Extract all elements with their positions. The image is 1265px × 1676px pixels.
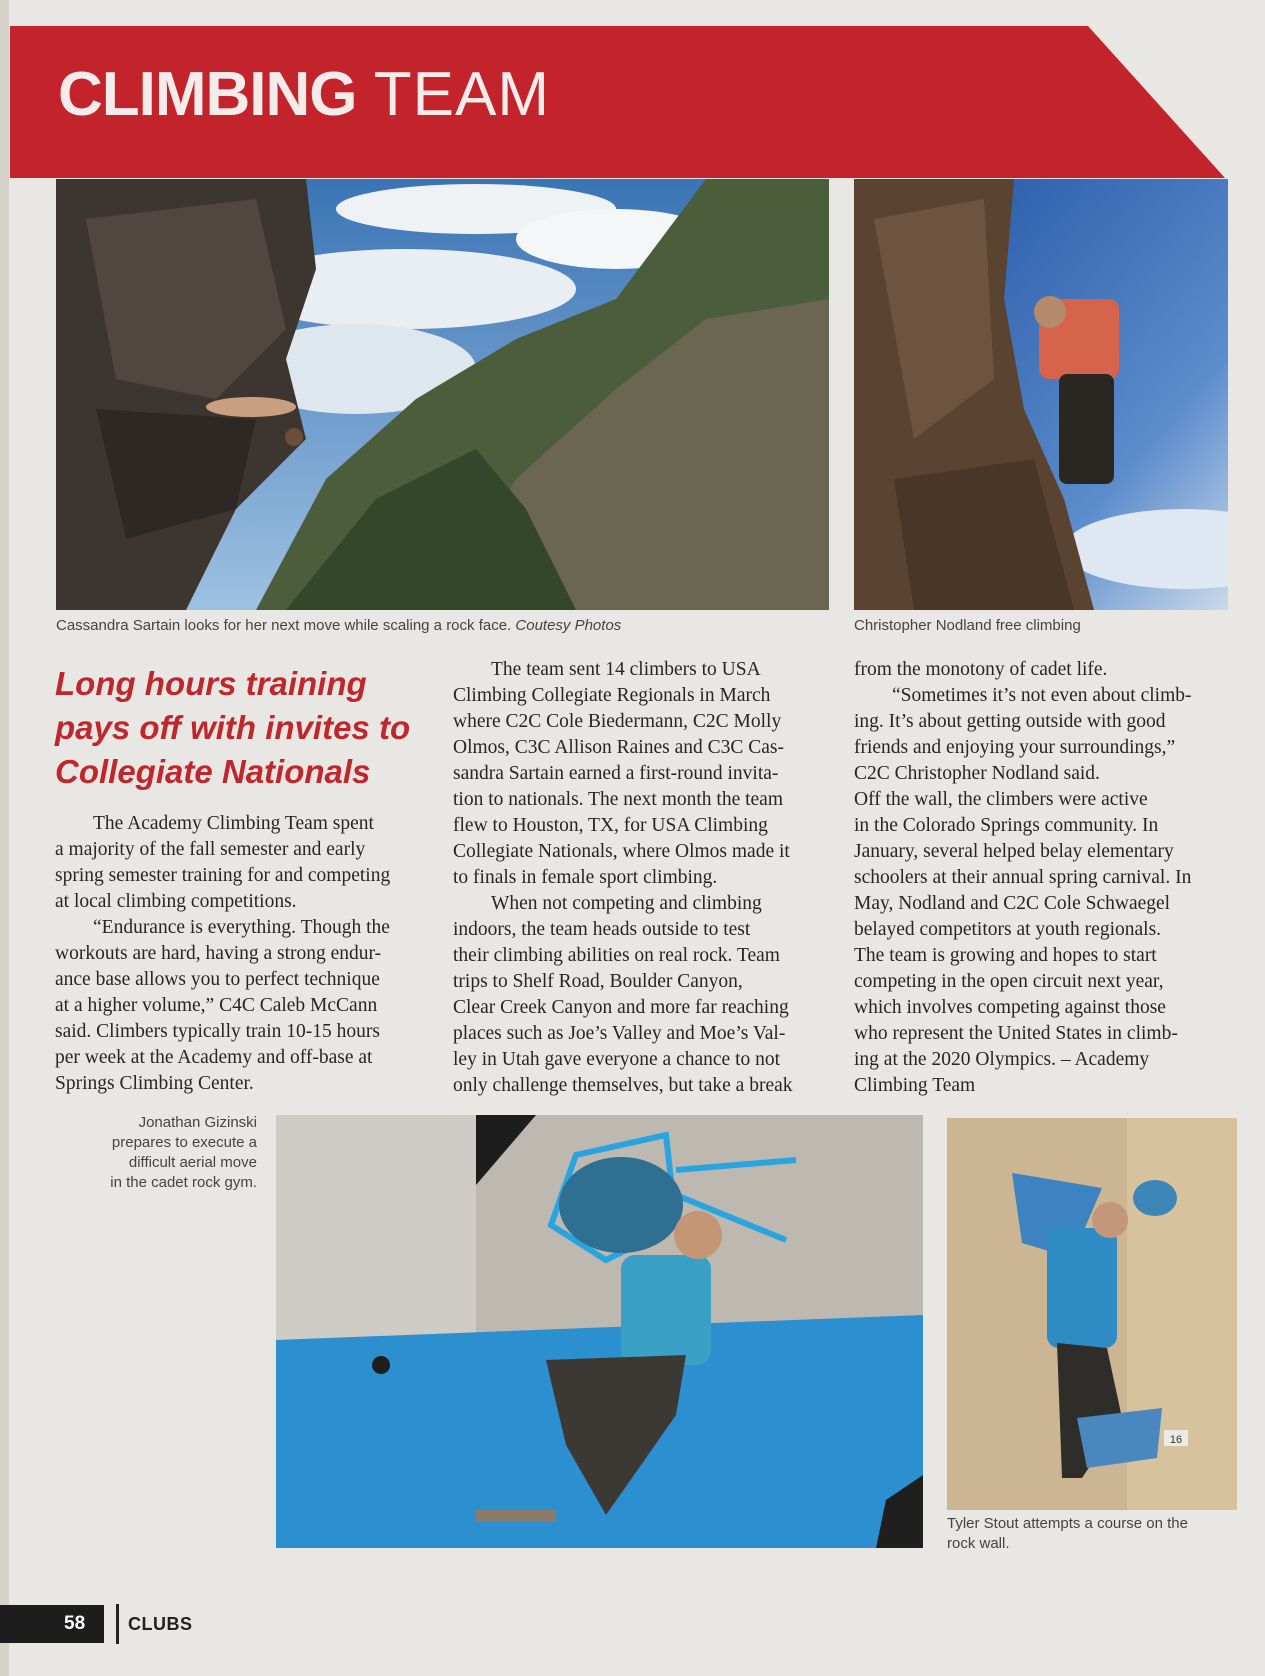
footer-divider (116, 1604, 119, 1644)
text-line: spring semester training for and competing (55, 865, 391, 886)
free-climbing-photo (854, 179, 1228, 610)
headline-line: pays off with invites to (55, 709, 411, 746)
binding-edge (0, 0, 9, 1676)
text-line: at local climbing competitions. (55, 891, 297, 912)
paragraph (453, 891, 838, 1099)
paragraph (453, 657, 838, 891)
paragraph (854, 657, 1244, 683)
text-line: tion to nationals. The next month the team (453, 789, 783, 810)
text-line: flew to Houston, TX, for USA Climbing (453, 815, 768, 836)
headline-line: Long hours training (55, 665, 367, 702)
text-line: sandra Sartain earned a first-round invita- (453, 763, 779, 784)
text-line: Clear Creek Canyon and more far reaching (453, 997, 789, 1018)
article-headline (55, 662, 415, 794)
text-line: When not competing and climbing (491, 893, 762, 914)
text-line: Off the wall, the climbers were active (854, 789, 1148, 810)
text-line: Springs Climbing Center. (55, 1073, 254, 1094)
page-number: 58 (64, 1613, 86, 1634)
paragraph (55, 915, 430, 1097)
text-line: schoolers at their annual spring carnival. In (854, 867, 1192, 888)
gym-bouldering-photo (276, 1115, 923, 1548)
caption-line: Jonathan Gizinski (138, 1114, 257, 1131)
page-title (58, 60, 550, 129)
text-line: The team sent 14 climbers to USA (491, 659, 761, 680)
canyon-climbing-photo (56, 179, 829, 610)
caption-line: in the cadet rock gym. (110, 1174, 257, 1191)
free-climbing-caption: Christopher Nodland free climbing (854, 617, 1081, 634)
text-line: trips to Shelf Road, Boulder Canyon, (453, 971, 743, 992)
text-line: friends and enjoying your surroundings,” (854, 737, 1176, 758)
text-line: ing. It’s about getting outside with good (854, 711, 1166, 732)
text-line: only challenge themselves, but take a break (453, 1075, 793, 1096)
title-light: TEAM (373, 60, 550, 129)
text-line: Olmos, C3C Allison Raines and C3C Cas- (453, 737, 784, 758)
text-line: competing in the open circuit next year, (854, 971, 1164, 992)
article-column-1 (55, 811, 430, 1097)
page-number-bar (0, 1605, 104, 1643)
text-line: ley in Utah gave everyone a chance to not (453, 1049, 781, 1070)
text-line: to finals in female sport climbing. (453, 867, 718, 888)
text-line: The team is growing and hopes to start (854, 945, 1157, 966)
text-line: “Endurance is everything. Though the (93, 917, 390, 938)
article-column-2 (453, 657, 838, 1099)
text-line: their climbing abilities on real rock. Team (453, 945, 780, 966)
text-line: at a higher volume,” C4C Caleb McCann (55, 995, 378, 1016)
text-line: Collegiate Nationals, where Olmos made it (453, 841, 790, 862)
text-line: January, several helped belay elementary (854, 841, 1174, 862)
canyon-caption-text: Cassandra Sartain looks for her next move while scaling a rock face. (56, 617, 512, 634)
paragraph (854, 787, 1244, 1099)
paragraph (55, 811, 430, 915)
text-line: who represent the United States in climb- (854, 1023, 1178, 1044)
text-line: ance base allows you to perfect technique (55, 969, 380, 990)
title-bold: CLIMBING (58, 60, 357, 129)
text-line: workouts are hard, having a strong endur- (55, 943, 382, 964)
text-line: where C2C Cole Biedermann, C2C Molly (453, 711, 782, 732)
text-line: a majority of the fall semester and early (55, 839, 366, 860)
gym-wall-photo (947, 1118, 1237, 1510)
caption-line: Tyler Stout attempts a course on the (947, 1515, 1188, 1532)
caption-line: prepares to execute a (111, 1134, 257, 1151)
article-column-3 (854, 657, 1244, 1099)
text-line: Climbing Collegiate Regionals in March (453, 685, 771, 706)
text-line: in the Colorado Springs community. In (854, 815, 1159, 836)
section-label: CLUBS (128, 1614, 193, 1634)
text-line: ing at the 2020 Olympics. – Academy (854, 1049, 1150, 1070)
hold-tag-label: 16 (1169, 1434, 1183, 1446)
text-line: Climbing Team (854, 1075, 976, 1096)
caption-line: rock wall. (947, 1535, 1010, 1552)
text-line: per week at the Academy and off-base at (55, 1047, 373, 1068)
text-line: indoors, the team heads outside to test (453, 919, 751, 940)
text-line: from the monotony of cadet life. (854, 659, 1108, 680)
gym-boulder-caption (80, 1113, 257, 1193)
text-line: said. Climbers typically train 10-15 hours (55, 1021, 380, 1042)
text-line: C2C Christopher Nodland said. (854, 763, 1100, 784)
text-line: The Academy Climbing Team spent (93, 813, 374, 834)
text-line: places such as Joe’s Valley and Moe’s Val- (453, 1023, 786, 1044)
text-line: “Sometimes it’s not even about climb- (892, 685, 1192, 706)
text-line: May, Nodland and C2C Cole Schwaegel (854, 893, 1171, 914)
caption-line: difficult aerial move (128, 1154, 257, 1171)
headline-line: Collegiate Nationals (55, 753, 371, 790)
photo-credit: Coutesy Photos (515, 617, 622, 634)
paragraph (854, 683, 1244, 787)
text-line: which involves competing against those (854, 997, 1166, 1018)
gym-wall-caption (947, 1514, 1247, 1554)
canyon-photo-caption (56, 616, 829, 636)
text-line: belayed competitors at youth regionals. (854, 919, 1162, 940)
